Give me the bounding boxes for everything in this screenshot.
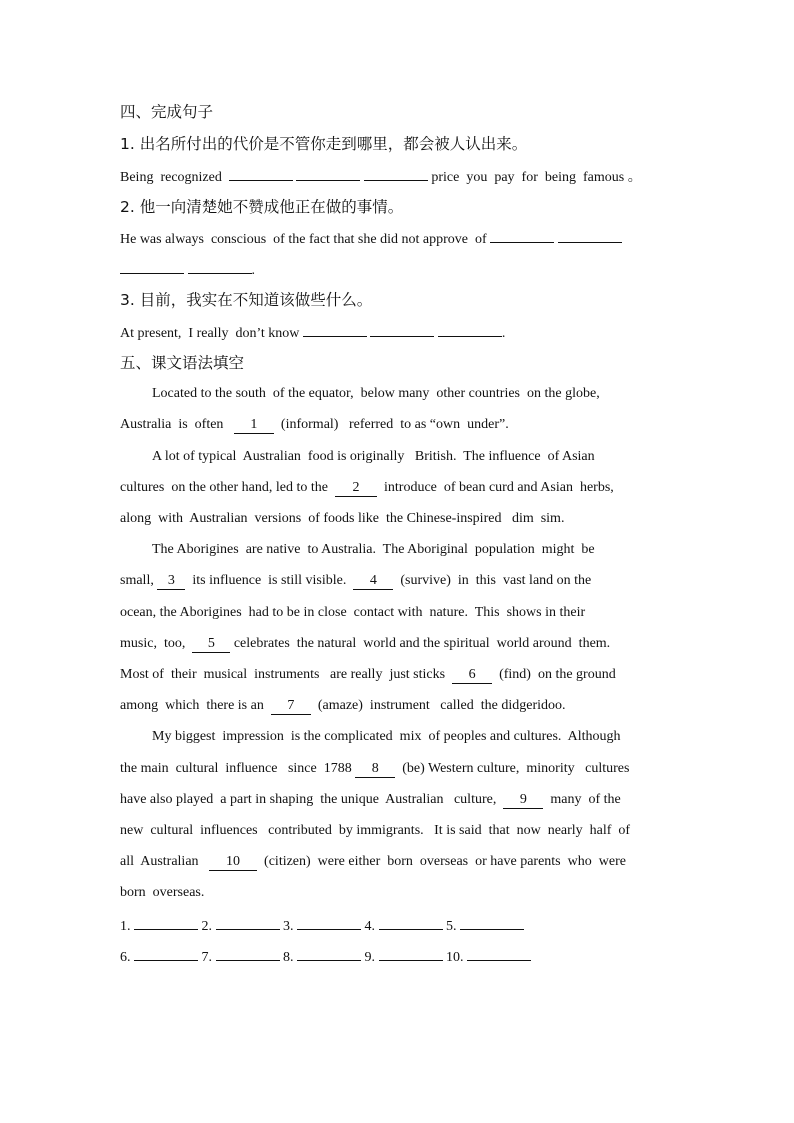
passage-line: have also played a part in shaping the unique Australian culture, 9 many of the (120, 792, 621, 807)
answer-blank[interactable] (216, 916, 280, 930)
answer-blank[interactable] (370, 323, 434, 337)
q2-chinese: 2. 他一向清楚她不赞成他正在做的事情。 (120, 198, 404, 216)
q2-english-cont: . (120, 260, 255, 280)
passage-line: A lot of typical Australian food is originally British. The influence of Asian (152, 449, 595, 464)
answer-row-1: 1. 2. 3. 4. 5. (120, 916, 524, 936)
q1-chinese: 1. 出名所付出的代价是不管你走到哪里，都会被人认出来。 (120, 135, 528, 153)
gap-4[interactable]: 4 (353, 573, 393, 590)
gap-2[interactable]: 2 (335, 480, 377, 497)
answer-blank[interactable] (490, 229, 554, 243)
passage-line: new cultural influences contributed by immigrants. It is said that now nearly half of (120, 823, 631, 838)
answer-blank[interactable] (296, 167, 360, 181)
passage-line: along with Australian versions of foods like the Chinese-inspired dim sim. (120, 511, 565, 526)
gap-5[interactable]: 5 (192, 636, 230, 653)
q3-chinese: 3. 目前，我实在不知道该做些什么。 (120, 291, 373, 309)
passage-line: The Aborigines are native to Australia. The Aboriginal population might be (152, 542, 595, 557)
passage-line: Australia is often 1 (informal) referred to as “own under”. (120, 417, 509, 432)
answer-blank[interactable] (558, 229, 622, 243)
answer-blank[interactable] (303, 323, 367, 337)
answer-blank[interactable] (379, 947, 443, 961)
gap-7[interactable]: 7 (271, 698, 311, 715)
passage-line: among which there is an 7 (amaze) instrument called the didgeridoo. (120, 698, 566, 713)
answer-blank[interactable] (460, 916, 524, 930)
passage-line: ocean, the Aborigines had to be in close contact with nature. This shows in their (120, 605, 586, 620)
q1-english: Being recognized price you pay for being famous 。 (120, 167, 642, 187)
passage-line: all Australian 10 (citizen) were either born overseas or have parents who were (120, 854, 626, 869)
passage-line: the main cultural influence since 1788 8 (be) Western culture, minority cultures (120, 761, 630, 776)
gap-6[interactable]: 6 (452, 667, 492, 684)
section-5-heading: 五、课文语法填空 (120, 354, 245, 372)
passage-line: cultures on the other hand, led to the 2 introduce of bean curd and Asian herbs, (120, 480, 614, 495)
answer-blank[interactable] (120, 260, 184, 274)
answer-blank[interactable] (297, 947, 361, 961)
answer-blank[interactable] (364, 167, 428, 181)
section-4-heading: 四、完成句子 (120, 103, 214, 121)
answer-blank[interactable] (134, 916, 198, 930)
answer-blank[interactable] (216, 947, 280, 961)
answer-blank[interactable] (188, 260, 252, 274)
passage-line: small, 3 its influence is still visible. 4 (survive) in this vast land on the (120, 573, 592, 588)
answer-blank[interactable] (467, 947, 531, 961)
gap-8[interactable]: 8 (355, 761, 395, 778)
passage-line: Most of their musical instruments are really just sticks 6 (find) on the ground (120, 667, 616, 682)
gap-1[interactable]: 1 (234, 417, 274, 434)
passage-line: Located to the south of the equator, below many other countries on the globe, (152, 386, 600, 401)
q3-english: At present, I really don’t know . (120, 323, 505, 343)
passage-line: born overseas. (120, 885, 205, 900)
passage-line: My biggest impression is the complicated mix of peoples and cultures. Although (152, 729, 621, 744)
answer-blank[interactable] (438, 323, 502, 337)
q2-english: He was always conscious of the fact that she did not approve of (120, 229, 622, 249)
answer-blank[interactable] (229, 167, 293, 181)
answer-blank[interactable] (134, 947, 198, 961)
answer-blank[interactable] (379, 916, 443, 930)
passage-line: music, too, 5 celebrates the natural world and the spiritual world around them. (120, 636, 611, 651)
gap-3[interactable]: 3 (157, 573, 185, 590)
answer-row-2: 6. 7. 8. 9. 10. (120, 947, 531, 967)
gap-9[interactable]: 9 (503, 792, 543, 809)
answer-blank[interactable] (297, 916, 361, 930)
gap-10[interactable]: 10 (209, 854, 257, 871)
